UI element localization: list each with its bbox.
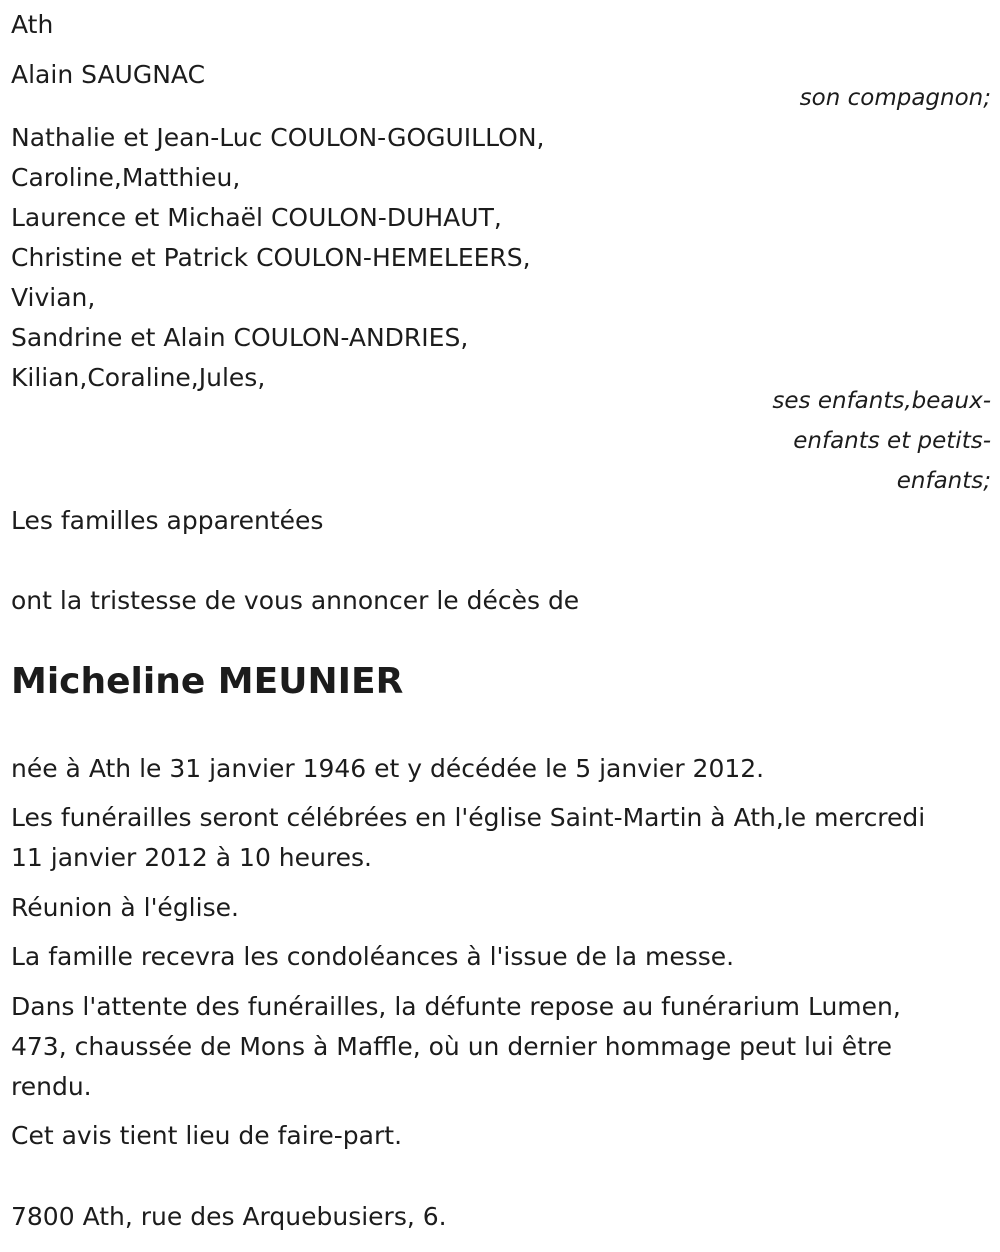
- notice-line: Cet avis tient lieu de faire-part.: [11, 1121, 403, 1150]
- location: Ath: [11, 10, 54, 39]
- announcement-line: ont la tristesse de vous annoncer le décès de: [11, 586, 580, 615]
- children-line-5: Vivian,: [11, 283, 96, 312]
- children-line-1: Nathalie et Jean-Luc COULON-GOGUILLON,: [11, 123, 545, 152]
- children-line-4: Christine et Patrick COULON-HEMELEERS,: [11, 243, 531, 272]
- children-line-2: Caroline,Matthieu,: [11, 163, 241, 192]
- funeral-line-2: 11 janvier 2012 à 10 heures.: [11, 843, 372, 872]
- children-line-6: Sandrine et Alain COULON-ANDRIES,: [11, 323, 469, 352]
- rest-line-1: Dans l'attente des funérailles, la défunte repose au funérarium Lumen,: [11, 992, 901, 1021]
- rest-line-2: 473, chaussée de Mons à Maffle, où un dernier hommage peut lui être: [11, 1032, 892, 1061]
- rest-line-3: rendu.: [11, 1072, 92, 1101]
- children-line-7: Kilian,Coraline,Jules,: [11, 363, 266, 392]
- meeting-line: Réunion à l'église.: [11, 893, 239, 922]
- address-line: 7800 Ath, rue des Arquebusiers, 6.: [11, 1202, 447, 1231]
- condolences-line: La famille recevra les condoléances à l'issue de la messe.: [11, 942, 735, 971]
- children-relation-line-3: enfants;: [896, 468, 991, 494]
- children-line-3: Laurence et Michaël COULON-DUHAUT,: [11, 203, 502, 232]
- partner-relation: son compagnon;: [799, 85, 991, 111]
- partner-name: Alain SAUGNAC: [11, 60, 206, 89]
- funeral-line-1: Les funérailles seront célébrées en l'église Saint-Martin à Ath,le mercredi: [11, 803, 926, 832]
- children-relation-line-2: enfants et petits-: [793, 428, 991, 454]
- families-line: Les familles apparentées: [11, 506, 324, 535]
- birth-death-line: née à Ath le 31 janvier 1946 et y décédée le 5 janvier 2012.: [11, 754, 765, 783]
- deceased-name: Micheline MEUNIER: [11, 661, 404, 702]
- children-relation-line-1: ses enfants,beaux-: [772, 388, 991, 414]
